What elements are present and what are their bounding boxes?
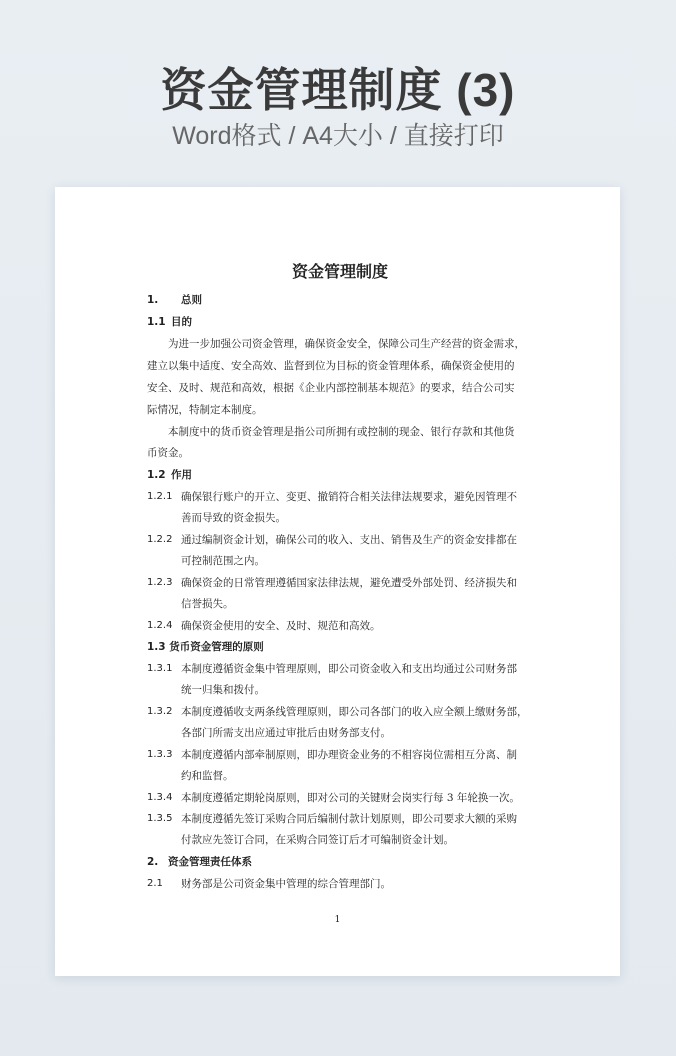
list-item-continuation: 统一归集和拨付。	[181, 684, 265, 696]
subsection-heading-1-2	[147, 464, 533, 486]
list-item-continuation: 善而导致的资金损失。	[181, 512, 286, 524]
paragraph-line: 币资金。	[147, 447, 189, 459]
list-item	[147, 744, 533, 766]
list-item	[147, 873, 533, 895]
item-text: 确保银行账户的开立、变更、撤销符合相关法律法规要求，避免因管理不	[181, 491, 517, 503]
paragraph-line: 际情况，特制定本制度。	[147, 404, 263, 416]
list-item	[147, 572, 533, 594]
banner	[0, 0, 676, 180]
item-number: 1.3.4	[147, 792, 173, 803]
item-number: 1.2.4	[147, 620, 173, 631]
paragraph-line: 为进一步加强公司资金管理，确保资金安全，保障公司生产经营的资金需求，	[168, 338, 525, 350]
item-number: 1.3.3	[147, 749, 173, 760]
paragraph-line: 本制度中的货币资金管理是指公司所拥有或控制的现金、银行存款和其他货	[168, 426, 515, 438]
subsection-number: 1.1	[147, 316, 166, 328]
item-text: 本制度遵循定期轮岗原则，即对公司的关键财会岗实行每 3 年轮换一次。	[181, 792, 520, 804]
banner-subtitle: Word格式 / A4大小 / 直接打印	[172, 122, 504, 150]
list-item	[147, 486, 533, 508]
item-number: 1.3.5	[147, 813, 173, 824]
section-title: 总则	[181, 294, 202, 306]
item-number: 1.2.2	[147, 534, 173, 545]
list-item-continuation: 各部门所需支出应通过审批后由财务部支付。	[181, 727, 391, 739]
item-text: 财务部是公司资金集中管理的综合管理部门。	[181, 878, 391, 890]
list-item	[147, 787, 533, 809]
item-number: 1.2.1	[147, 491, 173, 502]
list-item-continuation: 信誉损失。	[181, 598, 234, 610]
item-number: 1.3.1	[147, 663, 173, 674]
list-item-continuation: 约和监督。	[181, 770, 234, 782]
paragraph-line: 建立以集中适度、安全高效、监督到位为目标的资金管理体系，确保资金使用的	[147, 360, 515, 372]
item-text: 本制度遵循内部牵制原则，即办理资金业务的不相容岗位需相互分离、制	[181, 749, 517, 761]
item-number: 1.3.2	[147, 706, 173, 717]
list-item	[147, 808, 533, 830]
section-heading-2	[147, 851, 533, 873]
subsection-heading-1-3: 1.3 货币资金管理的原则	[147, 641, 264, 653]
item-text: 本制度遵循收支两条线管理原则，即公司各部门的收入应全额上缴财务部，	[181, 706, 528, 718]
section-number: 1.	[147, 294, 159, 306]
section-title: 资金管理责任体系	[168, 856, 252, 868]
item-number: 1.2.3	[147, 577, 173, 588]
item-text: 确保资金使用的安全、及时、规范和高效。	[181, 620, 381, 632]
subsection-number: 1.2	[147, 469, 166, 481]
list-item	[147, 615, 533, 637]
item-text: 确保资金的日常管理遵循国家法律法规，避免遭受外部处罚、经济损失和	[181, 577, 517, 589]
list-item	[147, 658, 533, 680]
item-number: 2.1	[147, 878, 163, 889]
list-item-continuation: 付款应先签订合同，在采购合同签订后才可编制资金计划。	[181, 834, 454, 846]
item-text: 本制度遵循资金集中管理原则，即公司资金收入和支出均通过公司财务部	[181, 663, 517, 675]
section-heading-1	[147, 289, 533, 311]
subsection-title: 目的	[171, 316, 192, 328]
page-number: 1	[334, 915, 341, 925]
paragraph-line: 安全、及时、规范和高效，根据《企业内部控制基本规范》的要求，结合公司实	[147, 382, 515, 394]
list-item-continuation: 可控制范围之内。	[181, 555, 265, 567]
item-text: 通过编制资金计划，确保公司的收入、支出、销售及生产的资金安排都在	[181, 534, 517, 546]
list-item	[147, 701, 533, 723]
section-number: 2.	[147, 856, 159, 868]
subsection-heading-1-1	[147, 311, 533, 333]
banner-title: 资金管理制度 (3)	[160, 64, 516, 116]
list-item	[147, 529, 533, 551]
document-title: 资金管理制度	[291, 262, 388, 281]
document-page	[55, 187, 620, 976]
subsection-title: 作用	[171, 469, 192, 481]
item-text: 本制度遵循先签订采购合同后编制付款计划原则，即公司要求大额的采购	[181, 813, 517, 825]
